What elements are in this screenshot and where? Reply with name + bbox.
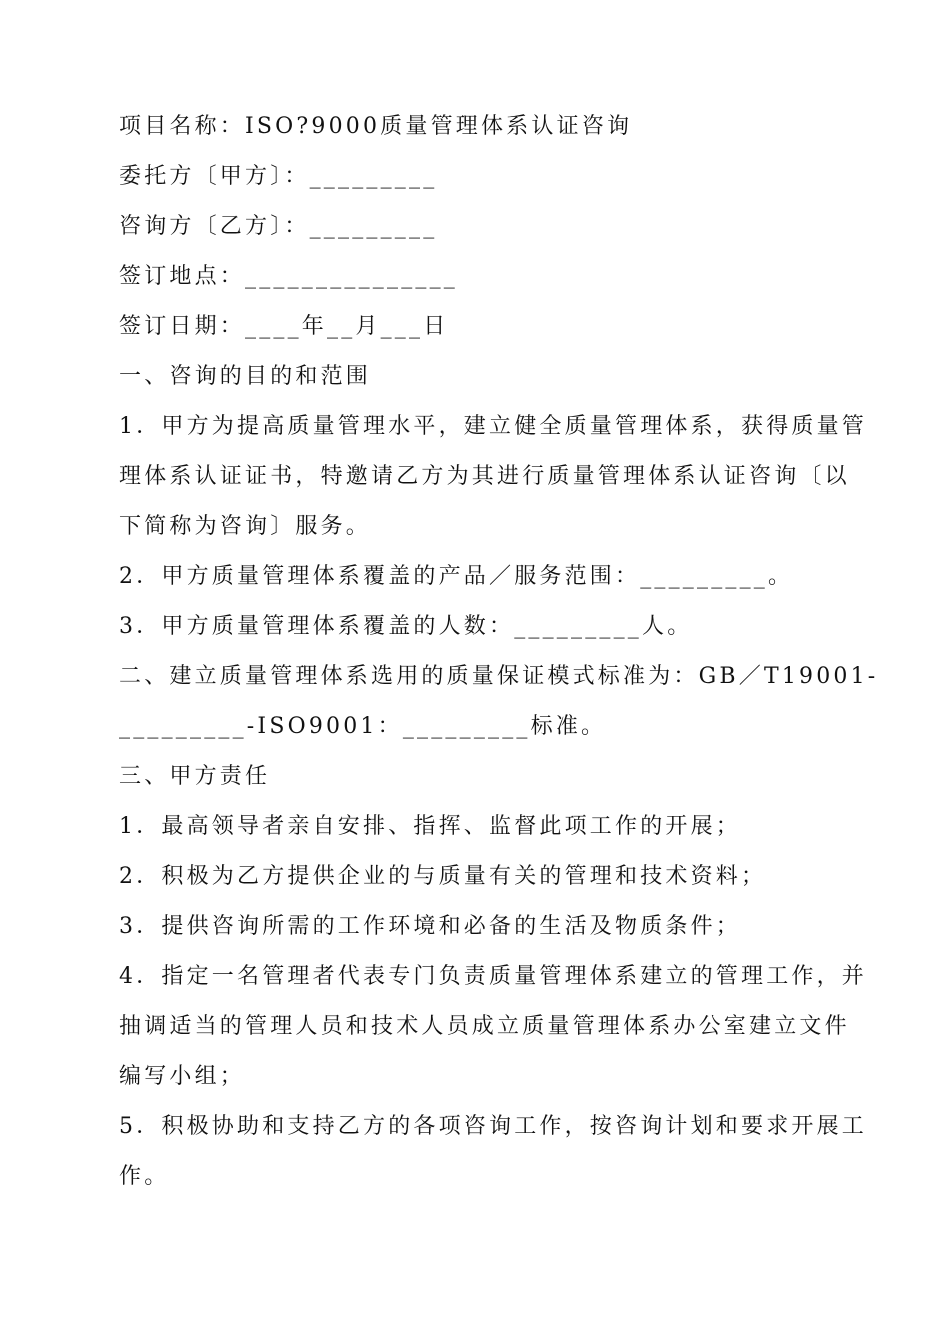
sign-date-line: 签订日期：____年__月___日 xyxy=(119,314,449,339)
consultant-line: 咨询方〔乙方〕：_________ xyxy=(119,214,438,239)
sign-place-line: 签订地点：_______________ xyxy=(119,264,459,289)
section3-item4-line3: 编写小组； xyxy=(119,1064,246,1089)
section1-item1-line3: 下简称为咨询〕服务。 xyxy=(119,514,372,539)
section3-item5-line2: 作。 xyxy=(119,1164,170,1189)
section1-title: 一、咨询的目的和范围 xyxy=(119,364,372,389)
section3-item3: 3．提供咨询所需的工作环境和必备的生活及物质条件； xyxy=(119,914,741,939)
section2-line1: 二、建立质量管理体系选用的质量保证模式标准为：GB／T19001- xyxy=(119,664,879,689)
section1-item2: 2．甲方质量管理体系覆盖的产品／服务范围：_________。 xyxy=(119,564,794,589)
project-name-line: 项目名称：ISO?9000质量管理体系认证咨询 xyxy=(119,114,633,139)
section3-item1: 1．最高领导者亲自安排、指挥、监督此项工作的开展； xyxy=(119,814,741,839)
section1-item3: 3．甲方质量管理体系覆盖的人数：_________人。 xyxy=(119,614,693,639)
section3-item5-line1: 5．积极协助和支持乙方的各项咨询工作，按咨询计划和要求开展工 xyxy=(119,1114,867,1139)
section2-line2: _________-ISO9001：_________标准。 xyxy=(119,714,607,739)
section3-item2: 2．积极为乙方提供企业的与质量有关的管理和技术资料； xyxy=(119,864,767,889)
section1-item1-line2: 理体系认证证书，特邀请乙方为其进行质量管理体系认证咨询〔以 xyxy=(119,464,850,489)
document-body xyxy=(119,102,879,1202)
section3-item4-line1: 4．指定一名管理者代表专门负责质量管理体系建立的管理工作，并 xyxy=(119,964,867,989)
client-line: 委托方〔甲方〕：_________ xyxy=(119,164,438,189)
section3-title: 三、甲方责任 xyxy=(119,764,271,789)
section1-item1-line1: 1．甲方为提高质量管理水平，建立健全质量管理体系，获得质量管 xyxy=(119,414,867,439)
section3-item4-line2: 抽调适当的管理人员和技术人员成立质量管理体系办公室建立文件 xyxy=(119,1014,850,1039)
